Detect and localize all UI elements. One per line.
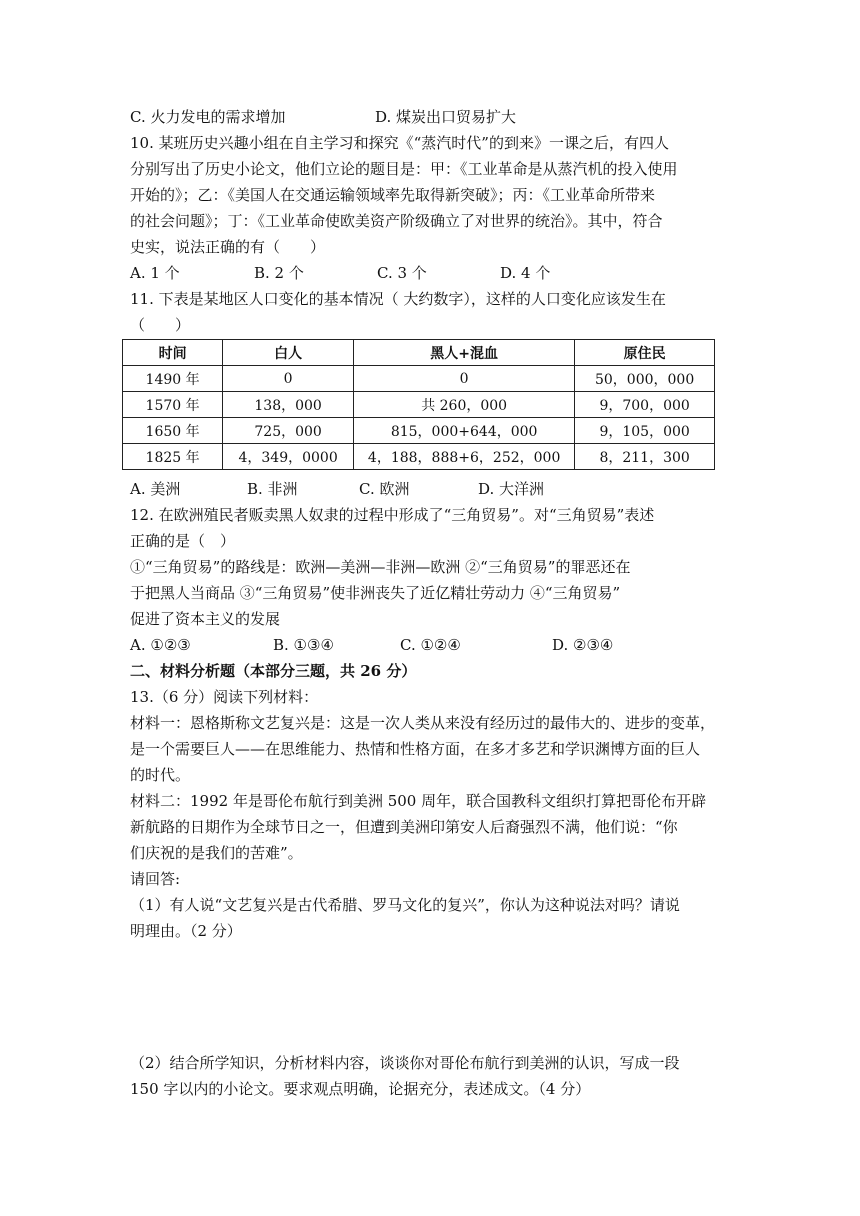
- q12-line-3: ①“三角贸易”的路线是：欧洲—美洲—非洲—欧洲 ②“三角贸易”的罪恶还在: [130, 558, 631, 576]
- q10-line-1: 10. 某班历史兴趣小组在自主学习和探究《“蒸汽时代”的到来》一课之后，有四人: [130, 134, 669, 152]
- table-header-cell: 白人: [223, 340, 354, 366]
- section-title: 二、材料分析题（本部分三题，共 26 分）: [130, 662, 417, 680]
- q13-line-3: 是一个需要巨人——在思维能力、热情和性格方面，在多才多艺和学识渊博方面的巨人: [130, 740, 701, 758]
- q12-line-5: 促进了资本主义的发展: [130, 610, 281, 628]
- q12-option-a: A. ①②③: [130, 636, 191, 654]
- table-cell: 8，211，300: [575, 444, 715, 470]
- table-header-row: [123, 340, 715, 366]
- q11-option-a: A. 美洲: [130, 480, 181, 498]
- q12-line-1: 12. 在欧洲殖民者贩卖黑人奴隶的过程中形成了“三角贸易”。对“三角贸易”表述: [130, 506, 655, 524]
- q13-line-10: 明理由。（2 分）: [130, 922, 242, 940]
- q11-line-2: （ ）: [130, 316, 191, 334]
- q12-line-4: 于把黑人当商品 ③“三角贸易”使非洲丧失了近亿精壮劳动力 ④“三角贸易”: [130, 584, 621, 602]
- table-row: [123, 366, 715, 392]
- q10-option-b: B. 2 个: [254, 264, 304, 282]
- table-cell: 共 260，000: [354, 392, 575, 418]
- q10-line-3: 开始的》；乙：《美国人在交通运输领域率先取得新突破》；丙：《工业革命所带来: [130, 186, 656, 204]
- table-cell: 9，700，000: [575, 392, 715, 418]
- q13-part2-line-1: （2）结合所学知识，分析材料内容，谈谈你对哥伦布航行到美洲的认识，写成一段: [130, 1054, 680, 1072]
- table-cell: 0: [354, 366, 575, 392]
- q12-option-c: C. ①②④: [400, 636, 461, 654]
- q13-line-9: （1）有人说“文艺复兴是古代希腊、罗马文化的复兴”，你认为这种说法对吗？请说: [130, 896, 680, 914]
- q10-option-d: D. 4 个: [500, 264, 551, 282]
- table-cell: 1650 年: [123, 418, 223, 444]
- q13-line-5: 材料二：1992 年是哥伦布航行到美洲 500 周年，联合国教科文组织打算把哥伦布开辟: [130, 792, 707, 810]
- q10-line-5: 史实，说法正确的有（ ）: [130, 238, 326, 256]
- q11-option-c: C. 欧洲: [359, 480, 410, 498]
- q12-line-2: 正确的是（ ）: [130, 532, 236, 550]
- table-cell: 50，000，000: [575, 366, 715, 392]
- q13-line-8: 请回答:: [130, 870, 181, 888]
- table-cell: 1490 年: [123, 366, 223, 392]
- table-row: [123, 418, 715, 444]
- table-header-cell: 原住民: [575, 340, 715, 366]
- q11-line-1: 11. 下表是某地区人口变化的基本情况（ 大约数字），这样的人口变化应该发生在: [130, 290, 666, 308]
- table-cell: 1825 年: [123, 444, 223, 470]
- q10-option-c: C. 3 个: [377, 264, 427, 282]
- table-cell: 9，105，000: [575, 418, 715, 444]
- table-row: [123, 444, 715, 470]
- q9-option-d: D. 煤炭出口贸易扩大: [375, 108, 517, 126]
- q10-line-4: 的社会问题》；丁：《工业革命使欧美资产阶级确立了对世界的统治》。其中，符合: [130, 212, 663, 230]
- table-cell: 4，349，0000: [223, 444, 354, 470]
- q10-line-2: 分别写出了历史小论文，他们立论的题目是：甲：《工业革命是从蒸汽机的投入使用: [130, 160, 678, 178]
- table-header-cell: 黑人+混血: [354, 340, 575, 366]
- q13-line-7: 们庆祝的是我们的苦难”。: [130, 844, 303, 862]
- q12-option-d: D. ②③④: [552, 636, 614, 654]
- q13-line-6: 新航路的日期作为全球节日之一，但遭到美洲印第安人后裔强烈不满，他们说：“你: [130, 818, 678, 836]
- table-cell: 725，000: [223, 418, 354, 444]
- q11-option-b: B. 非洲: [247, 480, 298, 498]
- table-row: [123, 392, 715, 418]
- q13-line-1: 13.（6 分）阅读下列材料：: [130, 688, 319, 706]
- table-cell: 815，000+644，000: [354, 418, 575, 444]
- table-header-cell: 时间: [123, 340, 223, 366]
- population-table: [122, 339, 715, 470]
- q9-option-c: C. 火力发电的需求增加: [130, 108, 286, 126]
- q13-line-2: 材料一：恩格斯称文艺复兴是：这是一次人类从来没有经历过的最伟大的、进步的变革，: [130, 714, 716, 732]
- table-cell: 1570 年: [123, 392, 223, 418]
- table-cell: 0: [223, 366, 354, 392]
- q12-option-b: B. ①③④: [273, 636, 334, 654]
- q13-line-4: 的时代。: [130, 766, 191, 784]
- q11-option-d: D. 大洋洲: [478, 480, 545, 498]
- table-cell: 4，188，888+6，252，000: [354, 444, 575, 470]
- q10-option-a: A. 1 个: [130, 264, 180, 282]
- q13-part2-line-2: 150 字以内的小论文。要求观点明确，论据充分，表述成文。（4 分）: [130, 1080, 591, 1098]
- table-cell: 138，000: [223, 392, 354, 418]
